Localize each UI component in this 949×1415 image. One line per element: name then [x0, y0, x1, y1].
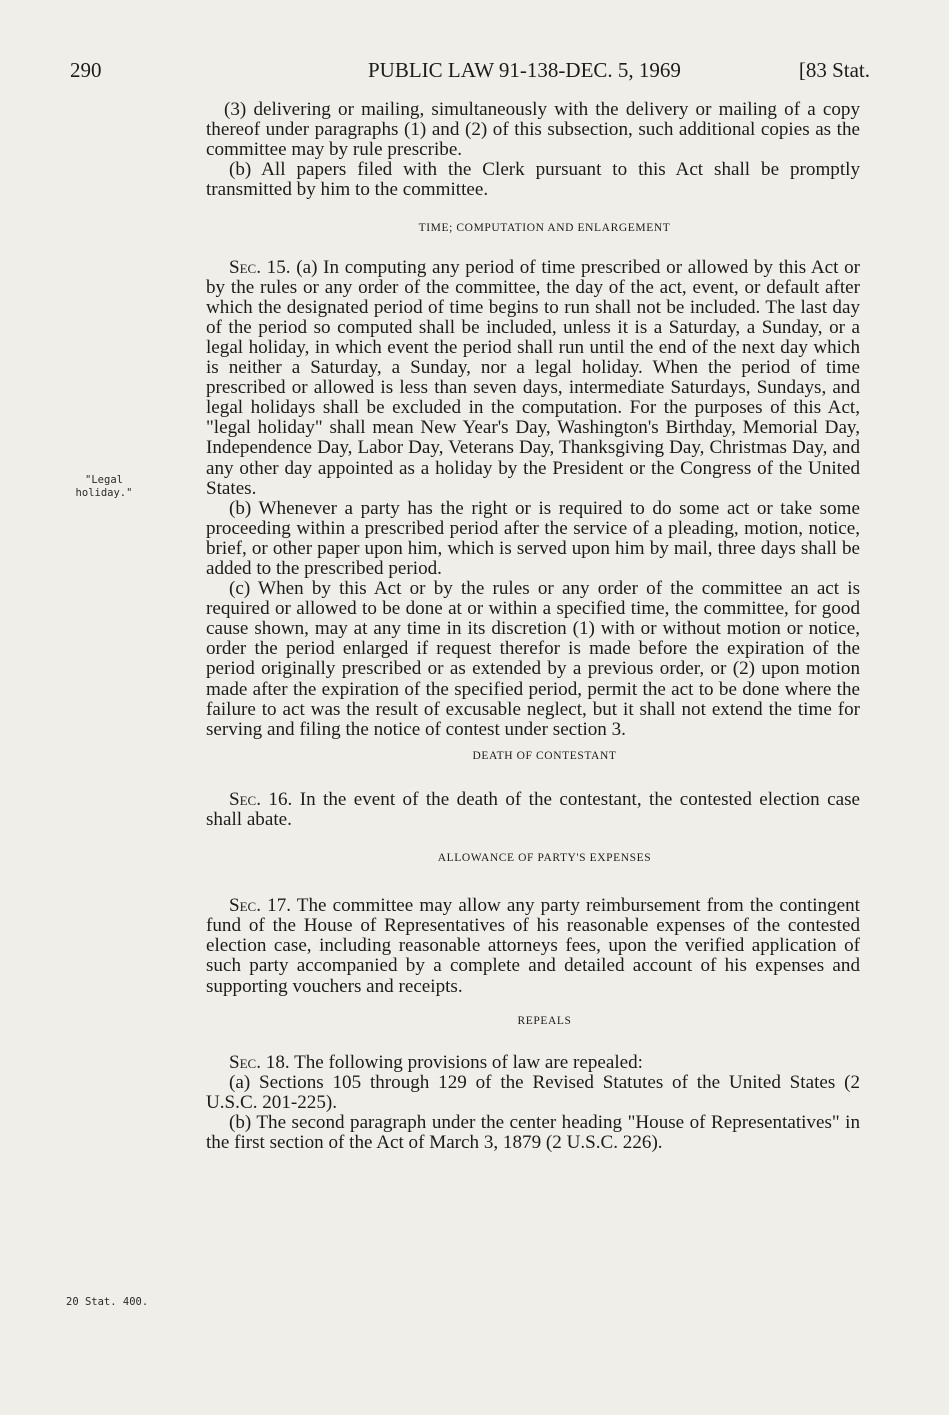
- section-15b: (b) Whenever a party has the right or is required to do some act or take some proceeding within a prescribed period after the service of a pleading, motion, notice, brief, or other paper upon him, which is served upon him by mail, three days shall be added to the prescribed period.: [206, 497, 860, 579]
- section-16: [206, 790, 860, 830]
- section-18a: (a) Sections 105 through 129 of the Revised Statutes of the United States (2 U.S.C. 201-225).: [206, 1071, 860, 1113]
- heading-death-of-contestant: DEATH OF CONTESTANT: [472, 749, 617, 762]
- section-15a-text: (a) In computing any period of time prescribed or allowed by this Act or by the rules or any order of the committee, the day of the act, event, or default after which the designated period of time begins to run shall not be included. The last day of the period so computed shall be included, unless it is a Saturday, a Sunday, or a legal holiday, in which event the period shall run until the end of the next day which is neither a Saturday, a Sunday, nor a legal holiday. When the period of time prescribed or allowed is less than seven days, intermediate Saturdays, Sundays, and legal holidays shall be excluded in the computation. For the purposes of this Act, "legal holiday" shall mean New Year's Day, Washington's Birthday, Memorial Day, Independence Day, Labor Day, Veterans Day, Thanksgiving Day, Christmas Day, and any other day appointed as a holiday by the President or the Congress of the United States.: [206, 256, 860, 499]
- section-18-text: The following provisions of law are repealed:: [289, 1051, 643, 1073]
- section-17: [206, 896, 860, 996]
- heading-repeals: REPEALS: [517, 1014, 572, 1027]
- section-15c: (c) When by this Act or by the rules or any order of the committee an act is required or allowed to be done at or within a specified time, the committee, for good cause shown, may at any time in its discretion (1) with or without motion or notice, order the period enlarged if request therefor is made before the expiration of the period originally prescribed or as extended by a previous order, or (2) upon motion made after the expiration of the specified period, permit the act to be done where the failure to act was the result of excusable neglect, but it shall not extend the time for serving and filing the notice of contest under section 3.: [206, 578, 860, 740]
- heading-time-computation: TIME; COMPUTATION AND ENLARGEMENT: [418, 222, 671, 235]
- section-15a: [206, 258, 860, 499]
- document-body: [206, 100, 860, 1153]
- section-18b: (b) The second paragraph under the center heading "House of Representatives" in the first section of the Act of March 3, 1879 (2 U.S.C. 226).: [206, 1112, 860, 1154]
- paragraph-a3: (3) delivering or mailing, simultaneously with the delivery or mailing of a copy thereof under paragraphs (1) and (2) of this subsection, such additional copies as the committee may by rule prescribe.: [206, 99, 860, 161]
- paragraph-b: (b) All papers filed with the Clerk pursuant to this Act shall be promptly transmitted by him to the committee.: [206, 159, 860, 201]
- section-16-label: Sec. 16.: [229, 788, 293, 810]
- margin-note-stat-ref: 20 Stat. 400.: [66, 1296, 149, 1308]
- margin-note-legal-holiday: "Legal holiday.": [75, 474, 133, 499]
- section-15-label: Sec. 15.: [229, 256, 291, 278]
- section-17-label: Sec. 17.: [229, 895, 292, 917]
- page-number: 290: [70, 58, 102, 82]
- running-header: [70, 58, 870, 88]
- section-18-label: Sec. 18.: [229, 1051, 290, 1073]
- section-18: [206, 1053, 860, 1073]
- statute-reference: [83 Stat.: [798, 58, 870, 82]
- section-17-text: The committee may allow any party reimbursement from the contingent fund of the House of Representatives of his reasonable expenses of the contested election case, including reasonable attorneys fees, upon the verified application of such party accompanied by a complete and detailed account of his expenses and supporting vouchers and receipts.: [206, 895, 860, 997]
- heading-allowance-of-expenses: ALLOWANCE OF PARTY'S EXPENSES: [437, 852, 652, 865]
- section-16-text: In the event of the death of the contestant, the contested election case shall abate.: [206, 788, 860, 830]
- header-title: PUBLIC LAW 91-138-DEC. 5, 1969: [368, 58, 681, 82]
